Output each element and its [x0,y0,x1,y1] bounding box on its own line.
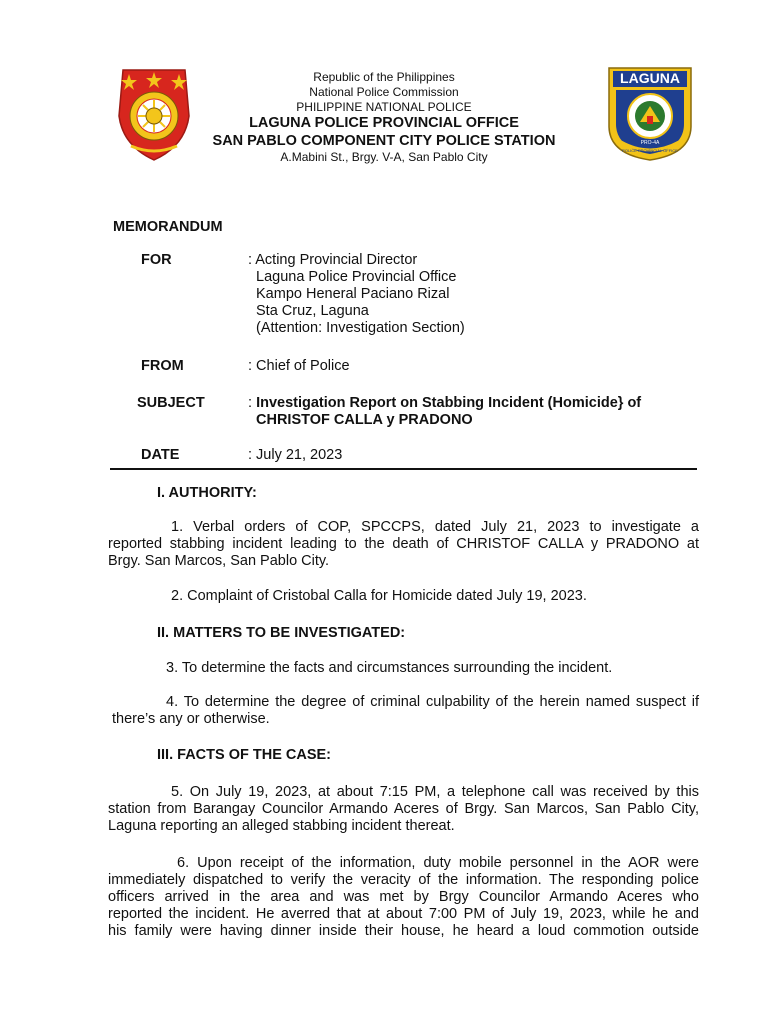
date-label: DATE [141,447,180,463]
for-line: (Attention: Investigation Section) [256,320,465,336]
header-provincial-office: LAGUNA POLICE PROVINCIAL OFFICE [249,115,519,131]
section-matters: II. MATTERS TO BE INVESTIGATED: [157,625,406,641]
paragraph-line: 6. Upon receipt of the information, duty mobile personnel in the AOR were [177,855,699,871]
paragraph-line: reported stabbing incident leading to the death of CHRISTOF CALLA y PRADONO at [108,536,699,552]
paragraph-line: 1. Verbal orders of COP, SPCCPS, dated July 21, 2023 to investigate a [171,519,699,535]
for-value [248,252,465,337]
section-facts: III. FACTS OF THE CASE: [157,747,332,763]
paragraph-line: officers arrived in the area and was met by Brgy Councilor Armando Aceres who [108,889,699,905]
memo-title: MEMORANDUM [113,219,223,235]
date-value: : July 21, 2023 [248,447,343,463]
paragraph-line: Laguna reporting an alleged stabbing incident thereat. [108,818,455,834]
section-authority: I. AUTHORITY: [157,485,257,501]
paragraph-line: there’s any or otherwise. [112,711,270,727]
logo-unit-text: PRO-4A [640,140,660,146]
paragraph-line: 4. To determine the degree of criminal culpability of the herein named suspect if [166,694,699,710]
header-divider [110,468,697,470]
paragraph-6 [108,855,699,940]
for-line: Laguna Police Provincial Office [256,269,457,285]
header-pnp: PHILIPPINE NATIONAL POLICE [296,100,472,114]
subject-label: SUBJECT [137,395,205,411]
for-line: : Acting Provincial Director [248,252,418,268]
header-station: SAN PABLO COMPONENT CITY POLICE STATION [212,133,556,149]
paragraph-line: reported the incident. He averred that at about 7:00 PM of July 19, 2023, while he and [108,906,699,922]
paragraph-1 [108,519,699,570]
header-napolcom: National Police Commission [309,85,459,99]
from-value: : Chief of Police [248,358,350,374]
paragraph-5 [108,784,699,835]
for-line: Sta Cruz, Laguna [256,303,369,319]
paragraph-2: 2. Complaint of Cristobal Calla for Homicide dated July 19, 2023. [171,588,587,604]
logo-arc-text: POLICE PROVINCIAL OFFICE [622,148,678,153]
subject-value [248,395,641,429]
paragraph-4 [112,694,699,728]
paragraph-line: station from Barangay Councilor Armando Aceres of Brgy. San Marcos, San Pablo City, [108,801,699,817]
header-republic: Republic of the Philippines [313,70,455,84]
subject-line: CHRISTOF CALLA y PRADONO [256,412,473,428]
from-label: FROM [141,358,184,374]
paragraph-line: Brgy. San Marcos, San Pablo City. [108,553,330,569]
paragraph-line: 5. On July 19, 2023, at about 7:15 PM, a telephone call was received by this [171,784,699,800]
paragraph-3: 3. To determine the facts and circumstances surrounding the incident. [166,660,613,676]
paragraph-line: immediately dispatched to verify the veracity of the information. The responding police [108,872,699,888]
subject-line: Investigation Report on Stabbing Incident (Homicide} of [256,395,642,411]
for-line: Kampo Heneral Paciano Rizal [256,286,450,302]
subject-colon: : [248,395,257,411]
paragraph-line: his family were having dinner inside their house, he heard a loud commotion outside [108,923,699,939]
for-label: FOR [141,252,172,268]
header-address: A.Mabini St., Brgy. V-A, San Pablo City [280,150,488,164]
logo-banner-text: LAGUNA [620,70,680,86]
